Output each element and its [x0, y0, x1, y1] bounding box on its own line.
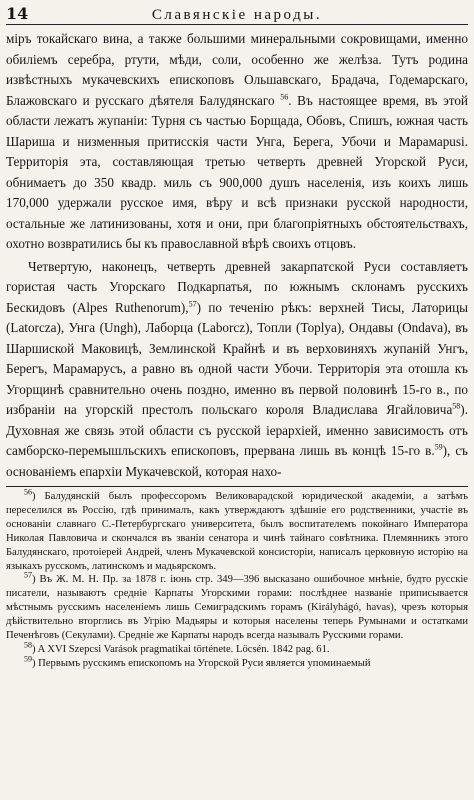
footnote: $^{56}$) Балудянскій былъ профессоромъ Великоварадской юридической академіи, а затѣмъ переселился въ Россію, гдѣ принималъ, какъ утверждаютъ здѣшніе его родственники, участіе въ основаніи славнаго С.-Петербургскаго университета, былъ воспитателемъ покойнаго Императора Николая Павловича и скончался въ званіи сенатора и чинѣ тайнаго совѣтника. Племянникъ этого Балудянскаго, протоіерей Андрей, членъ Мукачевской консисторіи, написалъ церковную исторію на языкахъ русскомъ, латинскомъ и мадьярскомъ. — [6, 487, 468, 572]
body-paragraph: Четвертую, наконецъ, четверть древней закарпатской Руси составляетъ гористая часть Угорскаго Подкарпатья, по южнымъ склонамъ русскихъ Бескидовъ (Alpes Ruthenorum),$^{57}$) по теченію рѣкъ: верхней Тисы, Латорицы (Latorcza), Унга (Ungh), Лаборца (Laborcz), Топли (Toplya), Ондавы (Ondava), въ Шаршиской Маковицѣ, Землинской Крайнѣ и въ верховиняхъ жупаній Унгъ, Берегъ, Марамарусъ, а равно въ одной части Убочи. Территорія эта отошла къ Угорщинѣ сравнительно очень поздно, именно въ первой половинѣ 15-го в., по избраніи на угорскій престолъ польскаго короля Владислава Ягайловича$^{58}$). Духовная же связь этой области съ русской іерархіей, именно зависимость отъ самборско-перемышльскихъ епископовъ, прервана лишь въ концѣ 15-го в.$^{59}$), съ основаніемъ епархіи Мукачевской, которая нахо- — [6, 258, 468, 479]
page-header — [6, 4, 468, 25]
footnote-mark: 57 — [24, 570, 32, 580]
footnote-ref[interactable]: 59 — [434, 442, 443, 452]
running-title: Славянскіе народы. — [151, 7, 323, 23]
footnote: $^{59}$) Первымъ русскимъ епископомъ на Угорской Руси является упоминаемый — [24, 654, 371, 669]
footnote-ref[interactable]: 56 — [280, 92, 289, 102]
footnote: $^{57}$) Въ Ж. М. Н. Пр. за 1878 г. іюнь стр. 349—396 высказано ошибочное мнѣніе, будто русскіе писатели, называютъ средніе Карпаты Угорскими горами: послѣднее названіе приписывается мѣстнымъ русскимъ населеніемъ лишь Семиградскимъ горамъ (Királyhágó, havas), чрезъ которыя дѣйствительно вторглись въ Угрію Мадьяры и которыя населены теперь Румынами и остатками Печенѣговъ (Секулами). Средніе же Карпаты народъ всегда называлъ Русскими горами. — [6, 570, 468, 642]
footnote-ref[interactable]: 57 — [188, 299, 197, 309]
footnote-divider — [6, 486, 468, 487]
footnote-mark: 56 — [24, 487, 32, 497]
footnote-ref[interactable]: 58 — [452, 401, 461, 411]
main-text — [6, 29, 468, 482]
footnotes — [6, 487, 468, 671]
footnote-mark: 59 — [24, 654, 32, 664]
footnote-mark: 58 — [24, 640, 32, 650]
body-paragraph: міръ токайскаго вина, а также большими минеральными сокровищами, именно обиліемъ серебра, ртути, мѣди, соли, особенно же желѣза. Тутъ родина извѣстныхъ мукачевскихъ епископовъ Ольшавскаго, Брадача, Годемарскаго, Блажовскаго и русскаго дѣятеля Балудянскаго $^{56}$. Въ настоящее время, въ этой области лежатъ жупаніи: Турня съ частью Борщада, Обовъ, Спишъ, южная часть Шариша и низменныя притисскія части Унга, Берега, Убочи и Марамарusi. Территорія эта, составляющая третью четверть древней Угорской Руси, обнимаетъ до 350 квадр. миль съ 900,000 душъ населенія, изъ коихъ лишь 170,000 удержали русское имя, вѣру и всѣ признаки русской народности, остальные же латинизованы, хотя и они, при благопріятныхъ обстоятельствахъ, охотно возвратились бы къ православной вѣрѣ своихъ отцовъ. — [6, 31, 468, 251]
footnote: $^{58}$) A XVI Szepcsi Varások pragmatikai története. Löcsén. 1842 pag. 61. — [24, 640, 330, 655]
page-number: 14 — [6, 4, 29, 23]
